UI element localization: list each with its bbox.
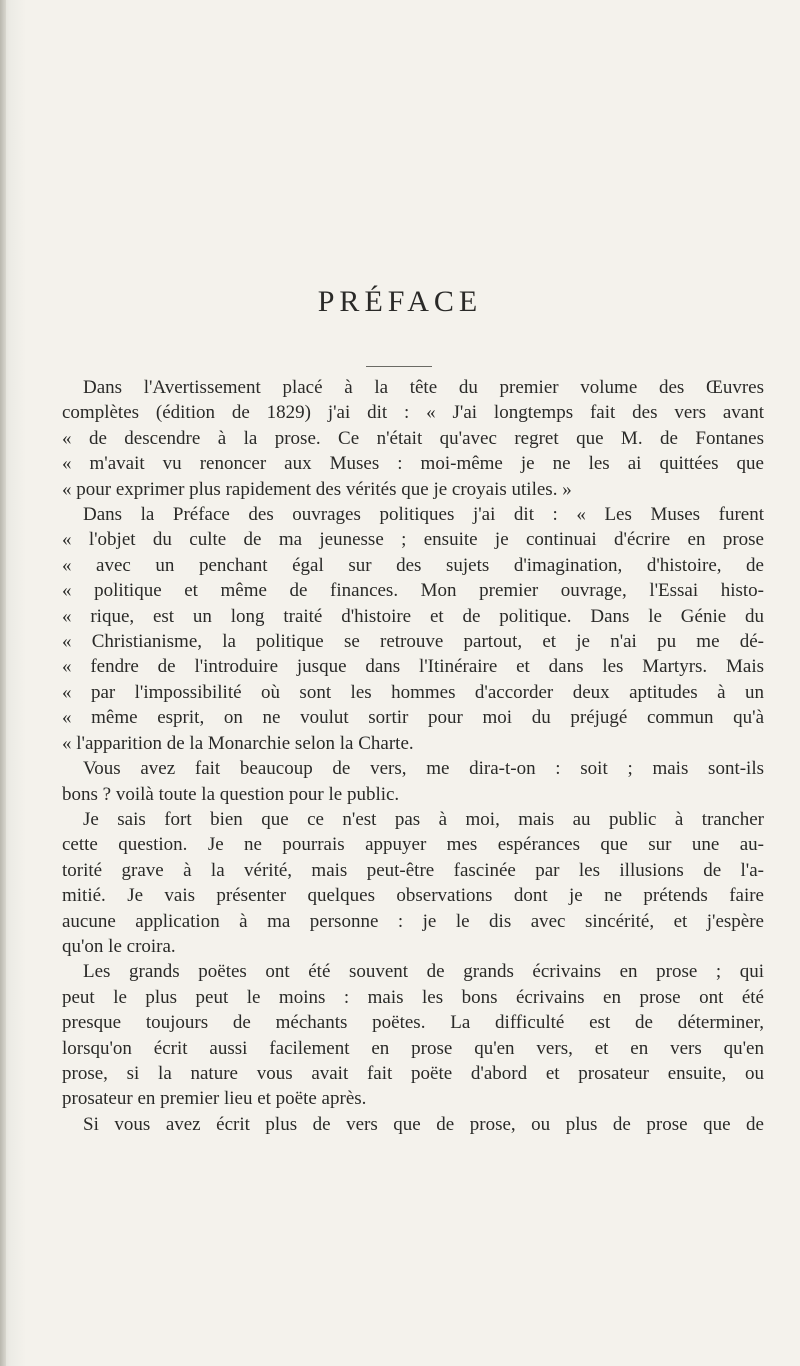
text-line: torité grave à la vérité, mais peut-être fascinée par les illusions de l'a- xyxy=(62,859,764,881)
text-line: « politique et même de finances. Mon premier ouvrage, l'Essai histo- xyxy=(62,580,764,602)
paragraph xyxy=(62,375,764,502)
text-line: prose, si la nature vous avait fait poëte d'abord et prosateur ensuite, ou xyxy=(62,1062,764,1084)
text-line: qu'on le croira. xyxy=(62,935,176,957)
text-line: mitié. Je vais présenter quelques observations dont je ne prétends faire xyxy=(62,885,764,907)
text-line: « Christianisme, la politique se retrouve partout, et je n'ai pu me dé- xyxy=(62,631,764,653)
text-line: Vous avez fait beaucoup de vers, me dira-t-on : soit ; mais sont-ils xyxy=(83,758,764,780)
text-line: « l'objet du culte de ma jeunesse ; ensuite je continuai d'écrire en prose xyxy=(62,529,764,551)
text-line: « par l'impossibilité où sont les hommes d'accorder deux aptitudes à un xyxy=(62,681,764,703)
paragraph xyxy=(62,807,764,959)
text-line: Dans l'Avertissement placé à la tête du premier volume des Œuvres xyxy=(83,377,764,398)
paragraph xyxy=(62,502,764,756)
text-line: bons ? voilà toute la question pour le public. xyxy=(62,783,400,805)
text-line: « de descendre à la prose. Ce n'était qu'avec regret que M. de Fontanes xyxy=(62,427,764,449)
page-title: PRÉFACE xyxy=(317,285,483,318)
text-line: « pour exprimer plus rapidement des vérités que je croyais utiles. » xyxy=(62,478,572,500)
text-line: prosateur en premier lieu et poëte après. xyxy=(62,1088,367,1110)
text-line: « avec un penchant égal sur des sujets d'imagination, d'histoire, de xyxy=(62,554,764,576)
text-line: peut le plus peut le moins : mais les bons écrivains en prose ont été xyxy=(62,986,764,1008)
text-line: « rique, est un long traité d'histoire et de politique. Dans le Génie du xyxy=(62,605,764,627)
text-line: Si vous avez écrit plus de vers que de prose, ou plus de prose que de xyxy=(83,1113,764,1135)
title-rule xyxy=(366,366,432,367)
text-line: complètes (édition de 1829) j'ai dit : « J'ai longtemps fait des vers avant xyxy=(62,402,764,424)
body-text xyxy=(62,375,764,1137)
text-line: « même esprit, on ne voulut sortir pour moi du préjugé commun qu'à xyxy=(62,707,764,729)
paragraph xyxy=(62,959,764,1111)
text-line: « l'apparition de la Monarchie selon la Charte. xyxy=(62,732,414,754)
text-line: Je sais fort bien que ce n'est pas à moi, mais au public à trancher xyxy=(83,808,764,830)
paragraph xyxy=(62,756,764,807)
text-line: « fendre de l'introduire jusque dans l'Itinéraire et dans les Martyrs. Mais xyxy=(62,656,764,678)
paragraph xyxy=(62,1112,764,1137)
text-line: presque toujours de méchants poëtes. La difficulté est de déterminer, xyxy=(62,1012,764,1034)
text-line: cette question. Je ne pourrais appuyer mes espérances que sur une au- xyxy=(62,834,764,856)
text-line: « m'avait vu renoncer aux Muses : moi-même je ne les ai quittées que xyxy=(62,453,764,475)
text-line: Dans la Préface des ouvrages politiques j'ai dit : « Les Muses furent xyxy=(83,504,764,526)
text-line: lorsqu'on écrit aussi facilement en prose qu'en vers, et en vers qu'en xyxy=(62,1037,764,1059)
page-gutter-shadow xyxy=(0,0,6,1366)
text-line: aucune application à ma personne : je le dis avec sincérité, et j'espère xyxy=(62,910,764,932)
text-line: Les grands poëtes ont été souvent de grands écrivains en prose ; qui xyxy=(83,961,764,983)
